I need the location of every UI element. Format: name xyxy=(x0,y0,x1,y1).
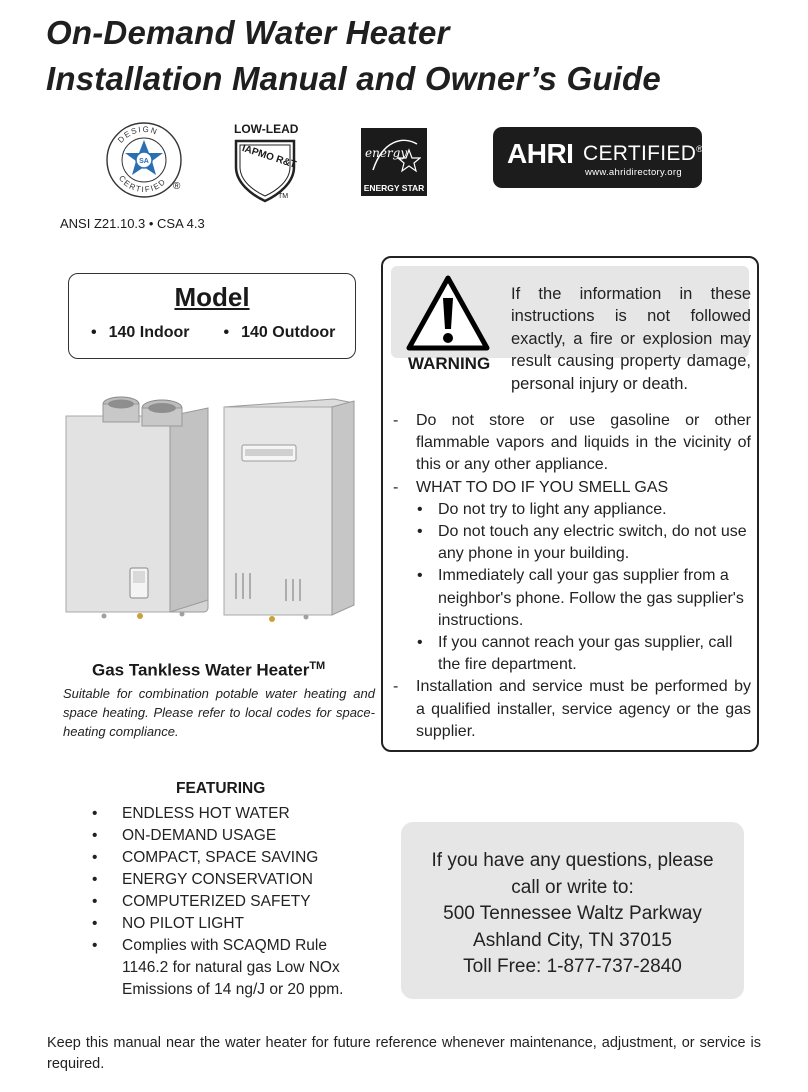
warning-body xyxy=(393,410,751,743)
list-item: • ENDLESS HOT WATER xyxy=(92,805,290,822)
feature-text: Complies with SCAQMD Rule 1146.2 for natural gas Low NOx Emissions of 14 ng/J or 20 ppm. xyxy=(122,937,344,998)
list-item: • ON-DEMAND USAGE xyxy=(92,827,277,844)
warning-intro: If the information in these instructions is not followed exactly, a fire or explosion may result causing property damage, personal injury or death. xyxy=(511,285,751,393)
warning-item-1: Do not store or use gasoline or other flammable vapors and liquids in the vicinity of this or any other appliance. xyxy=(416,412,751,474)
lowlead-tm: TM xyxy=(278,193,289,200)
contact-box xyxy=(401,822,744,999)
product-name xyxy=(92,660,325,681)
contact-text xyxy=(401,848,744,981)
warning-item-2: WHAT TO DO IF YOU SMELL GAS xyxy=(416,478,669,496)
warning-sub-item: • Do not try to light any appliance. xyxy=(417,500,667,518)
product-tm: TM xyxy=(309,660,326,672)
warning-sub-item: • If you cannot reach your gas supplier, call the fire department. xyxy=(417,634,733,674)
ahri-reg-mark: ® xyxy=(696,144,704,154)
footer-note: Keep this manual near the water heater for future reference whenever maintenance, adjustment, or service is required. xyxy=(47,1035,761,1072)
model-option-indoor: 140 Indoor xyxy=(108,324,190,341)
model-options: • 140 Indoor • 140 Outdoor xyxy=(91,324,336,341)
contact-city: Ashland City, TN 37015 xyxy=(473,929,672,951)
product-note: Suitable for combination potable water heating and space heating. Please refer to local codes for space-heating compliance. xyxy=(63,686,375,739)
outdoor-heater-image xyxy=(214,393,364,625)
model-box xyxy=(68,273,356,359)
lowlead-label: LOW-LEAD xyxy=(234,122,299,136)
warning-sub-item-2: Do not touch any electric switch, do not use any phone in your building. xyxy=(438,523,747,563)
warning-header xyxy=(391,266,751,393)
warning-sub-item-1: Do not try to light any appliance. xyxy=(438,500,667,518)
feature-text: ENERGY CONSERVATION xyxy=(122,871,313,888)
ahri-main-text: AHRI xyxy=(507,138,574,169)
featuring-list xyxy=(92,803,374,1001)
feature-text: ENDLESS HOT WATER xyxy=(122,805,290,822)
contact-phone: Toll Free: 1-877-737-2840 xyxy=(463,956,682,977)
standards-text: ANSI Z21.10.3 • CSA 4.3 xyxy=(60,216,205,231)
warning-sub-item: • Immediately call your gas supplier from a neighbor's phone. Follow the gas supplier's instructions. xyxy=(417,567,744,629)
contact-address: 500 Tennessee Waltz Parkway xyxy=(443,903,702,924)
warning-item: - Do not store or use gasoline or other flammable vapors and liquids in the vicinity of this or any other appliance. xyxy=(393,412,751,474)
list-item: • COMPUTERIZED SAFETY xyxy=(92,893,311,910)
feature-text: NO PILOT LIGHT xyxy=(122,915,245,932)
feature-text: COMPUTERIZED SAFETY xyxy=(122,893,311,910)
svg-text:SA: SA xyxy=(139,158,149,165)
warning-item: - WHAT TO DO IF YOU SMELL GAS xyxy=(393,478,669,496)
list-item: • COMPACT, SPACE SAVING xyxy=(92,849,319,866)
svg-text:DESIGN: DESIGN xyxy=(116,124,160,145)
title-line-1: On-Demand Water Heater xyxy=(46,14,450,51)
warning-sub-item-3: Immediately call your gas supplier from a neighbor's phone. Follow the gas supplier's instructions. xyxy=(438,567,744,629)
warning-item: - Installation and service must be performed by a qualified installer, service agency or the gas supplier. xyxy=(393,678,751,740)
model-title: Model xyxy=(174,282,250,312)
energy-star-logo xyxy=(361,128,427,196)
list-item: • Complies with SCAQMD Rule 1146.2 for natural gas Low NOx Emissions of 14 ng/J or 20 ppm. xyxy=(92,937,344,998)
energy-star-script: energy xyxy=(365,146,408,160)
contact-line-2: call or write to: xyxy=(511,876,634,898)
warning-item-3: Installation and service must be performed by a qualified installer, service agency or the gas supplier. xyxy=(416,678,751,740)
warning-box xyxy=(381,256,759,752)
ahri-url: www.ahridirectory.org xyxy=(585,167,682,178)
csa-registered-mark: ® xyxy=(173,181,181,192)
warning-triangle-icon xyxy=(405,274,491,354)
iapmo-text: IAPMO R&T xyxy=(240,143,298,171)
model-option-outdoor: 140 Outdoor xyxy=(241,324,336,341)
list-item: • NO PILOT LIGHT xyxy=(92,915,245,932)
list-item: • ENERGY CONSERVATION xyxy=(92,871,313,888)
title-line-2: Installation Manual and Owner’s Guide xyxy=(46,60,661,97)
featuring-title: FEATURING xyxy=(176,780,266,797)
energy-star-label: ENERGY STAR xyxy=(363,183,425,193)
feature-text: ON-DEMAND USAGE xyxy=(122,827,277,844)
warning-label: WARNING xyxy=(408,354,491,373)
indoor-heater-image xyxy=(64,388,216,624)
product-name-text: Gas Tankless Water Heater xyxy=(92,660,310,680)
ahri-certified-badge xyxy=(493,127,702,188)
csa-design-certified-logo xyxy=(104,120,184,200)
warning-sub-item-4: If you cannot reach your gas supplier, call the fire department. xyxy=(438,634,733,674)
ahri-certified-text xyxy=(583,142,703,166)
warning-sub-item: • Do not touch any electric switch, do not use any phone in your building. xyxy=(417,523,747,563)
svg-text:CERTIFIED: CERTIFIED xyxy=(116,173,169,195)
ahri-cert-word: CERTIFIED xyxy=(583,142,697,165)
feature-text: COMPACT, SPACE SAVING xyxy=(122,849,319,866)
contact-line-1: If you have any questions, please xyxy=(431,850,714,871)
